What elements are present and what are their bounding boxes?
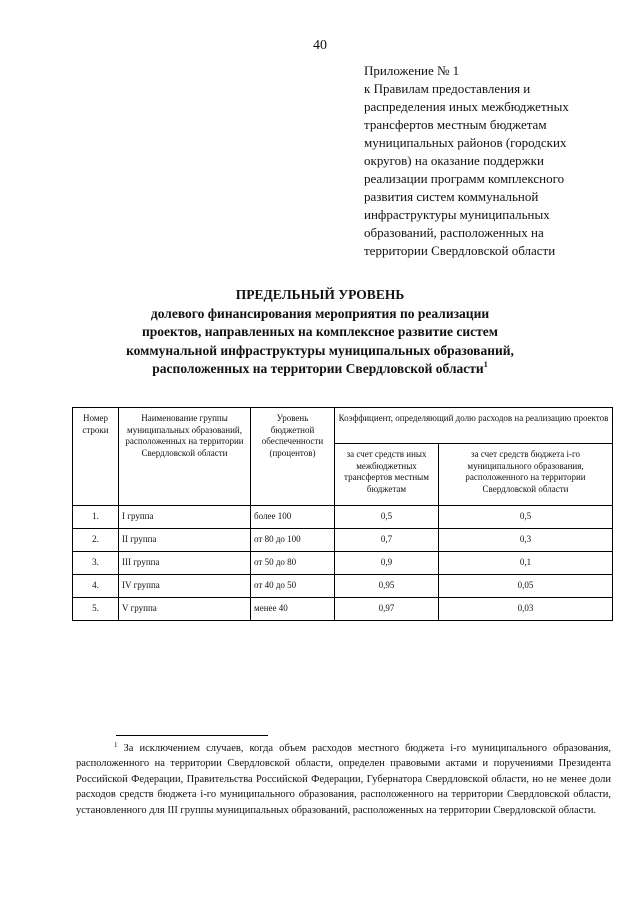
header-coefficient: Коэффициент, определяющий долю расходов на реализацию проектов — [335, 408, 613, 444]
cell-coef-b: 0,3 — [439, 529, 613, 552]
header-level: Уровень бюджетной обеспеченности (процентов) — [251, 408, 335, 506]
cell-group: V группа — [119, 598, 251, 621]
header-coef-transfers: за счет средств иных межбюджетных трансфертов местным бюджетам — [335, 444, 439, 506]
appendix-line: развития систем коммунальной — [364, 189, 539, 204]
cell-coef-b: 0,5 — [439, 506, 613, 529]
appendix-block — [364, 62, 624, 260]
header-group-name: Наименование группы муниципальных образований, расположенных на территории Свердловской области — [119, 408, 251, 506]
page-number: 40 — [313, 38, 327, 53]
cell-group: III группа — [119, 552, 251, 575]
cell-coef-a: 0,95 — [335, 575, 439, 598]
cell-group: IV группа — [119, 575, 251, 598]
table-row — [73, 575, 613, 598]
appendix-line: территории Свердловской области — [364, 243, 556, 258]
table-row — [73, 552, 613, 575]
cell-coef-b: 0,05 — [439, 575, 613, 598]
appendix-line: к Правилам предоставления и — [364, 81, 531, 96]
cell-coef-b: 0,1 — [439, 552, 613, 575]
footnote-mark: 1 — [114, 741, 118, 749]
header-coef-municipal: за счет средств бюджета i-го муниципального образования, расположенного на территории Свердловской области — [439, 444, 613, 506]
cell-num: 3. — [73, 552, 119, 575]
footnote-separator — [116, 735, 268, 736]
footnote — [76, 741, 611, 818]
cell-coef-a: 0,9 — [335, 552, 439, 575]
cell-num: 4. — [73, 575, 119, 598]
appendix-line: Приложение № 1 — [364, 63, 460, 78]
footnote-text: За исключением случаев, когда объем расходов местного бюджета i-го муниципального образования, расположенного на территории Свердловской области, определен правовыми актами и поручениями Президента Российской Федерации, Правительства Российской Федерации, Губернатора Свердловской области, но не менее доли расходов средств бюджета i-го муниципального образования, расположенного на территории Свердловской области, установленного для III группы муниципальных образований, расположенных на территории Свердловской области. — [76, 743, 611, 816]
title-line: долевого финансирования мероприятия по реализации — [150, 305, 490, 321]
cell-level: более 100 — [251, 506, 335, 529]
title-line-text: расположенных на территории Свердловской области — [152, 361, 484, 376]
title-line: коммунальной инфраструктуры муниципальных образований, — [126, 342, 514, 358]
cell-num: 2. — [73, 529, 119, 552]
cell-level: от 50 до 80 — [251, 552, 335, 575]
document-title — [0, 286, 640, 379]
appendix-line: трансфертов местным бюджетам — [364, 117, 547, 132]
footnote-reference: 1 — [483, 360, 488, 369]
header-row-number: Номер строки — [73, 408, 119, 506]
financing-table — [72, 407, 613, 621]
cell-coef-a: 0,5 — [335, 506, 439, 529]
title-heading: ПРЕДЕЛЬНЫЙ УРОВЕНЬ — [235, 287, 405, 302]
cell-group: II группа — [119, 529, 251, 552]
appendix-line: образований, расположенных на — [364, 225, 544, 240]
cell-level: менее 40 — [251, 598, 335, 621]
cell-num: 1. — [73, 506, 119, 529]
table-row — [73, 506, 613, 529]
cell-coef-a: 0,7 — [335, 529, 439, 552]
appendix-line: распределения иных межбюджетных — [364, 99, 569, 114]
cell-coef-b: 0,03 — [439, 598, 613, 621]
table-row — [73, 598, 613, 621]
appendix-line: муниципальных районов (городских — [364, 135, 567, 150]
cell-coef-a: 0,97 — [335, 598, 439, 621]
cell-num: 5. — [73, 598, 119, 621]
cell-group: I группа — [119, 506, 251, 529]
table-row — [73, 529, 613, 552]
appendix-line: реализации программ комплексного — [364, 171, 565, 186]
title-line: проектов, направленных на комплексное развитие систем — [142, 324, 498, 339]
appendix-line: инфраструктуры муниципальных — [364, 207, 550, 222]
appendix-line: округов) на оказание поддержки — [364, 153, 544, 168]
cell-level: от 80 до 100 — [251, 529, 335, 552]
cell-level: от 40 до 50 — [251, 575, 335, 598]
title-line — [0, 360, 640, 379]
